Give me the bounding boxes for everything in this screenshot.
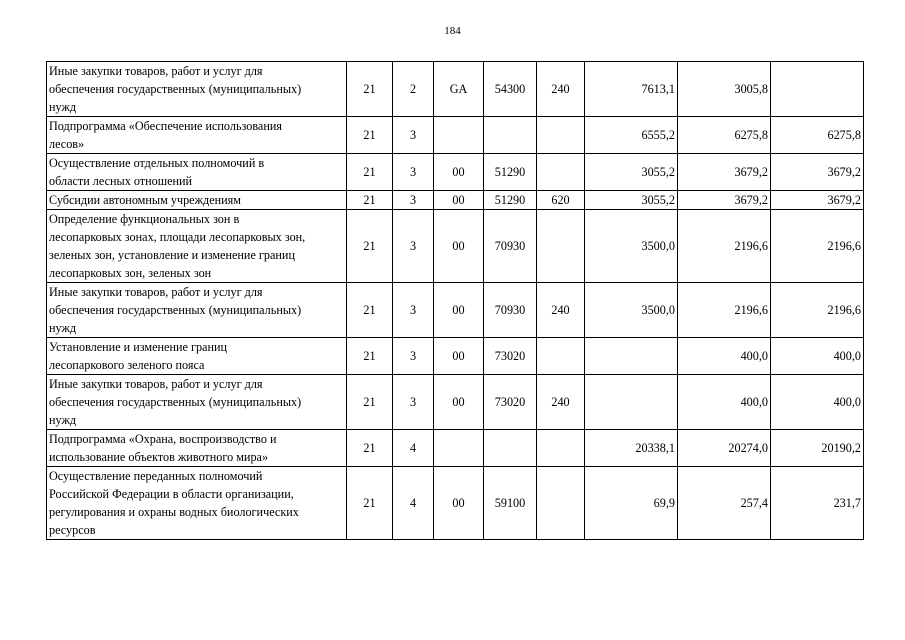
- table-row: [47, 154, 864, 191]
- value-year-1-cell: 3055,2: [585, 191, 678, 210]
- row-name-line: регулирования и охраны водных биологических: [49, 505, 299, 519]
- col-code-cell: [484, 430, 537, 467]
- value-year-1-cell: 6555,2: [585, 117, 678, 154]
- value-year-1-cell: 69,9: [585, 467, 678, 540]
- col-pp-cell: 4: [393, 430, 434, 467]
- col-vr-cell: [537, 467, 585, 540]
- value-year-2-cell: 6275,8: [678, 117, 771, 154]
- row-name-line: нужд: [49, 321, 77, 335]
- col-pp-cell: 3: [393, 338, 434, 375]
- value-year-3-cell: 231,7: [771, 467, 864, 540]
- row-name-line: обеспечения государственных (муниципальных): [49, 303, 302, 317]
- value-year-3-cell: 3679,2: [771, 191, 864, 210]
- row-name-line: Осуществление переданных полномочий: [49, 469, 263, 483]
- row-name-cell: [47, 191, 347, 210]
- col-code-cell: 70930: [484, 283, 537, 338]
- col-vr-cell: 240: [537, 283, 585, 338]
- row-name-line: области лесных отношений: [49, 174, 193, 188]
- row-name-line: Российской Федерации в области организации,: [49, 487, 294, 501]
- col-pp-cell: 3: [393, 375, 434, 430]
- row-name-cell: [47, 375, 347, 430]
- row-name-line: обеспечения государственных (муниципальных): [49, 82, 302, 96]
- row-name-line: нужд: [49, 413, 77, 427]
- col-vr-cell: [537, 338, 585, 375]
- value-year-3-cell: 3679,2: [771, 154, 864, 191]
- row-name-cell: [47, 338, 347, 375]
- value-year-2-cell: 400,0: [678, 338, 771, 375]
- table-body: [47, 62, 864, 540]
- value-year-2-cell: 2196,6: [678, 210, 771, 283]
- col-gp-cell: 21: [347, 62, 393, 117]
- col-gp-cell: 21: [347, 191, 393, 210]
- value-year-1-cell: 7613,1: [585, 62, 678, 117]
- table-row: [47, 62, 864, 117]
- col-pp-cell: 4: [393, 467, 434, 540]
- col-ms-cell: 00: [434, 375, 484, 430]
- row-name-line: Установление и изменение границ: [49, 340, 228, 354]
- row-name-cell: [47, 117, 347, 154]
- col-vr-cell: 620: [537, 191, 585, 210]
- row-name-line: зеленых зон, установление и изменение границ: [49, 248, 295, 262]
- value-year-3-cell: 400,0: [771, 375, 864, 430]
- budget-table: [46, 61, 864, 540]
- value-year-1-cell: 3055,2: [585, 154, 678, 191]
- col-gp-cell: 21: [347, 430, 393, 467]
- col-pp-cell: 3: [393, 283, 434, 338]
- row-name-cell: [47, 430, 347, 467]
- col-code-cell: 54300: [484, 62, 537, 117]
- value-year-3-cell: 400,0: [771, 338, 864, 375]
- row-name-line: нужд: [49, 100, 77, 114]
- value-year-1-cell: 3500,0: [585, 283, 678, 338]
- col-vr-cell: [537, 210, 585, 283]
- row-name-line: Подпрограмма «Обеспечение использования: [49, 119, 282, 133]
- value-year-1-cell: 3500,0: [585, 210, 678, 283]
- col-code-cell: 51290: [484, 154, 537, 191]
- col-pp-cell: 3: [393, 154, 434, 191]
- table-row: [47, 117, 864, 154]
- value-year-2-cell: 3679,2: [678, 191, 771, 210]
- value-year-2-cell: 3679,2: [678, 154, 771, 191]
- value-year-3-cell: 6275,8: [771, 117, 864, 154]
- col-code-cell: 51290: [484, 191, 537, 210]
- row-name-cell: [47, 283, 347, 338]
- row-name-line: Осуществление отдельных полномочий в: [49, 156, 265, 170]
- row-name-line: использование объектов животного мира»: [49, 450, 269, 464]
- col-gp-cell: 21: [347, 283, 393, 338]
- value-year-1-cell: 20338,1: [585, 430, 678, 467]
- col-code-cell: 73020: [484, 375, 537, 430]
- col-code-cell: 73020: [484, 338, 537, 375]
- col-ms-cell: 00: [434, 191, 484, 210]
- col-code-cell: 70930: [484, 210, 537, 283]
- value-year-1-cell: [585, 375, 678, 430]
- col-vr-cell: 240: [537, 62, 585, 117]
- row-name-line: Подпрограмма «Охрана, воспроизводство и: [49, 432, 277, 446]
- col-vr-cell: [537, 154, 585, 191]
- row-name-line: ресурсов: [49, 523, 96, 537]
- row-name-line: лесопаркового зеленого пояса: [49, 358, 205, 372]
- col-ms-cell: 00: [434, 283, 484, 338]
- value-year-2-cell: 257,4: [678, 467, 771, 540]
- col-ms-cell: 00: [434, 210, 484, 283]
- row-name-line: Иные закупки товаров, работ и услуг для: [49, 285, 263, 299]
- row-name-line: Иные закупки товаров, работ и услуг для: [49, 377, 263, 391]
- col-ms-cell: [434, 117, 484, 154]
- row-name-cell: [47, 467, 347, 540]
- row-name-line: Субсидии автономным учреждениям: [49, 193, 241, 207]
- row-name-line: лесов»: [49, 137, 85, 151]
- col-vr-cell: [537, 430, 585, 467]
- value-year-2-cell: 20274,0: [678, 430, 771, 467]
- col-ms-cell: 00: [434, 154, 484, 191]
- col-vr-cell: 240: [537, 375, 585, 430]
- col-gp-cell: 21: [347, 117, 393, 154]
- table-row: [47, 283, 864, 338]
- col-code-cell: [484, 117, 537, 154]
- value-year-3-cell: 2196,6: [771, 210, 864, 283]
- col-code-cell: 59100: [484, 467, 537, 540]
- value-year-2-cell: 3005,8: [678, 62, 771, 117]
- table-row: [47, 191, 864, 210]
- col-ms-cell: 00: [434, 338, 484, 375]
- col-vr-cell: [537, 117, 585, 154]
- row-name-line: лесопарковых зон, зеленых зон: [49, 266, 212, 280]
- col-pp-cell: 3: [393, 117, 434, 154]
- row-name-line: Определение функциональных зон в: [49, 212, 240, 226]
- value-year-1-cell: [585, 338, 678, 375]
- row-name-cell: [47, 154, 347, 191]
- col-pp-cell: 2: [393, 62, 434, 117]
- table-row: [47, 210, 864, 283]
- page-number: 184: [444, 25, 461, 37]
- row-name-line: Иные закупки товаров, работ и услуг для: [49, 64, 263, 78]
- row-name-line: лесопарковых зонах, площади лесопарковых зон,: [49, 230, 306, 244]
- col-gp-cell: 21: [347, 210, 393, 283]
- table-row: [47, 467, 864, 540]
- row-name-cell: [47, 210, 347, 283]
- col-pp-cell: 3: [393, 210, 434, 283]
- col-gp-cell: 21: [347, 338, 393, 375]
- row-name-line: обеспечения государственных (муниципальных): [49, 395, 302, 409]
- col-pp-cell: 3: [393, 191, 434, 210]
- table-row: [47, 430, 864, 467]
- value-year-3-cell: 20190,2: [771, 430, 864, 467]
- value-year-2-cell: 400,0: [678, 375, 771, 430]
- value-year-3-cell: 2196,6: [771, 283, 864, 338]
- value-year-2-cell: 2196,6: [678, 283, 771, 338]
- col-ms-cell: [434, 430, 484, 467]
- col-ms-cell: GA: [434, 62, 484, 117]
- col-gp-cell: 21: [347, 154, 393, 191]
- row-name-cell: [47, 62, 347, 117]
- col-gp-cell: 21: [347, 375, 393, 430]
- table-row: [47, 375, 864, 430]
- col-ms-cell: 00: [434, 467, 484, 540]
- table-row: [47, 338, 864, 375]
- col-gp-cell: 21: [347, 467, 393, 540]
- value-year-3-cell: [771, 62, 864, 117]
